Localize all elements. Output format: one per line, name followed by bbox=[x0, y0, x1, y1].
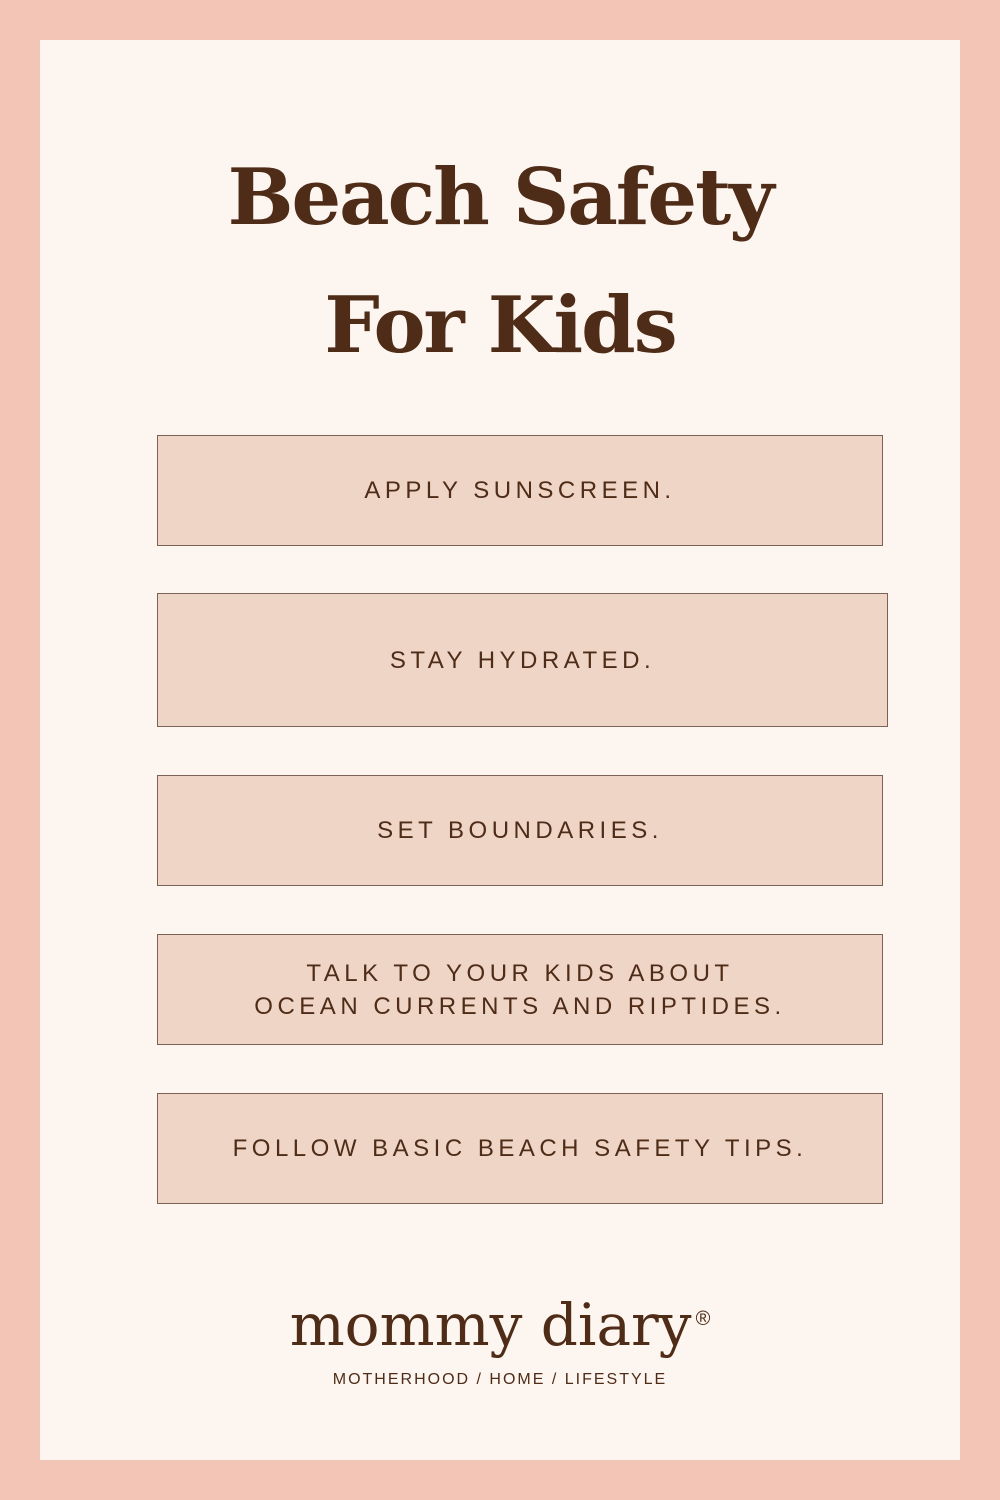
poster-card bbox=[40, 40, 960, 1460]
title-line-2: For Kids bbox=[324, 280, 676, 371]
tip-text: SET BOUNDARIES. bbox=[377, 817, 663, 844]
tip-text: STAY HYDRATED. bbox=[389, 646, 656, 674]
tip-text: FOLLOW BASIC BEACH SAFETY TIPS. bbox=[232, 1135, 808, 1162]
brand-name: mommy diary bbox=[289, 1291, 692, 1359]
brand-logo bbox=[40, 1285, 960, 1365]
tip-text: APPLY SUNSCREEN. bbox=[364, 477, 676, 504]
tip-box-safety-tips bbox=[157, 1093, 883, 1204]
tip-box-boundaries bbox=[157, 775, 883, 886]
tip-box-currents bbox=[157, 934, 883, 1045]
tip-box-sunscreen bbox=[157, 435, 883, 546]
tip-box-hydrated bbox=[157, 593, 888, 727]
title-line-1: Beach Safety bbox=[227, 152, 773, 243]
brand-tagline: MOTHERHOOD / HOME / LIFESTYLE bbox=[332, 1371, 668, 1388]
tip-text-line-2: OCEAN CURRENTS AND RIPTIDES. bbox=[254, 992, 786, 1020]
tip-text-line-1: TALK TO YOUR KIDS ABOUT bbox=[306, 959, 734, 987]
registered-mark: ® bbox=[695, 1308, 711, 1330]
